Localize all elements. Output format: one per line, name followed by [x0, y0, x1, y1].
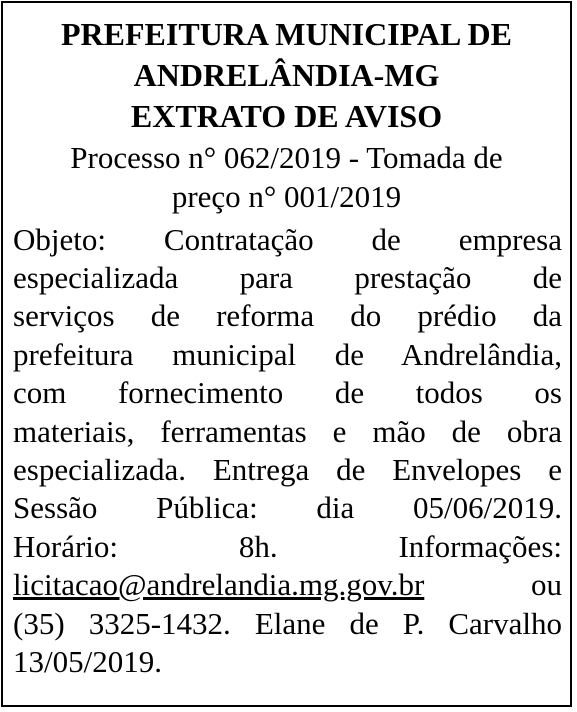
process-line-1: Processo n° 062/2019 - Tomada de — [70, 140, 503, 175]
email-line — [13, 567, 562, 603]
body-line-3: serviços de reforma do prédio da — [13, 298, 562, 333]
body-line-5: com fornecimento de todos os — [13, 375, 562, 410]
body-line-6: materiais, ferramentas e mão de obra — [13, 414, 562, 449]
body-line-8: Sessão Pública: dia 05/06/2019. — [13, 490, 562, 525]
email-suffix: ou — [531, 567, 562, 602]
phone-line: (35) 3325-1432. Elane de P. Carvalho — [13, 606, 562, 641]
process-line-2: preço n° 001/2019 — [171, 179, 402, 214]
body-line-7: especializada. Entrega de Envelopes e — [13, 452, 562, 487]
body-line-1: Objeto: Contratação de empresa — [13, 222, 562, 257]
body-line-9: Horário: 8h. Informações: — [13, 529, 562, 564]
title-line-3: EXTRATO DE AVISO — [130, 98, 443, 134]
email-link[interactable]: licitacao@andrelandia.mg.gov.br — [13, 567, 425, 602]
date-line: 13/05/2019. — [13, 644, 162, 679]
notice-box — [1, 1, 572, 707]
title-line-1: PREFEITURA MUNICIPAL DE — [61, 16, 512, 52]
title-line-2: ANDRELÂNDIA-MG — [133, 57, 440, 93]
body-line-2: especializada para prestação de — [13, 260, 562, 295]
body-line-4: prefeitura municipal de Andrelândia, — [13, 337, 562, 372]
